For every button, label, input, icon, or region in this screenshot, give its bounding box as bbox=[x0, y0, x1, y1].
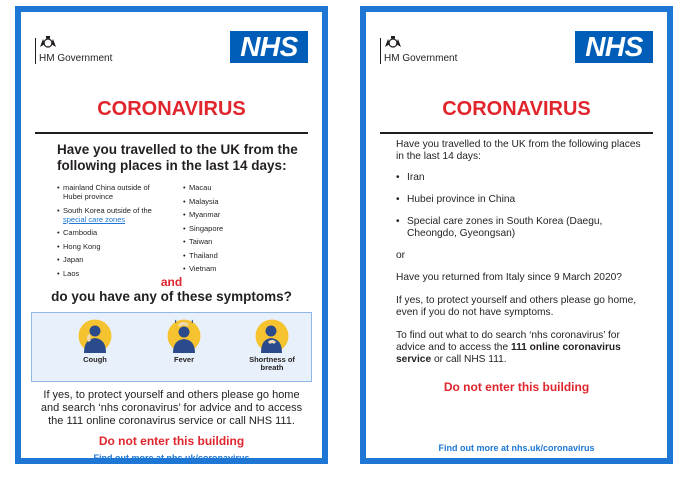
symptom-label: Cough bbox=[83, 355, 107, 364]
logo-rule bbox=[35, 38, 36, 64]
places-list bbox=[396, 172, 649, 240]
places-list-col-1 bbox=[57, 183, 162, 282]
or-connector: or bbox=[396, 250, 406, 261]
place-item: • Singapore bbox=[183, 224, 263, 233]
poster-body bbox=[396, 139, 649, 366]
warning-text: Do not enter this building bbox=[98, 434, 245, 448]
place-item: • Malaysia bbox=[183, 197, 263, 206]
title-divider bbox=[380, 132, 653, 134]
place-item: • Vietnam bbox=[183, 264, 263, 273]
advice-text: To find out what to do search ‘nhs coronavirus’ for advice and to access the 111 online coronavirus service or call NHS 111. bbox=[396, 330, 621, 365]
symptom-fever bbox=[149, 319, 219, 364]
special-care-zones-link[interactable]: special care zones bbox=[63, 214, 126, 224]
advice-text: If yes, to protect yourself and others please go home and search ‘nhs coronavirus’ for advice and to access the 111 online coronavirus service or call NHS 111. bbox=[40, 389, 303, 427]
and-connector: and bbox=[160, 275, 183, 289]
service-name: 111 online coronavirus service bbox=[396, 342, 621, 365]
place-item: • South Korea outside of the special care zones bbox=[57, 206, 162, 224]
travel-question: Have you travelled to the UK from the following places in the last 14 days: bbox=[396, 139, 641, 162]
place-item: • Iran bbox=[396, 172, 649, 184]
breathless-person-icon bbox=[255, 319, 289, 353]
places-list-col-2 bbox=[183, 183, 263, 278]
place-item: • Hubei province in China bbox=[396, 194, 649, 206]
find-out-more-link[interactable]: Find out more at nhs.uk/coronavirus bbox=[93, 453, 250, 463]
place-item: • Thailand bbox=[183, 251, 263, 260]
cough-person-icon bbox=[78, 319, 112, 353]
place-item: • Special care zones in South Korea (Daegu, Cheongdo, Gyeongsan) bbox=[396, 216, 649, 240]
italy-question: Have you returned from Italy since 9 March 2020? bbox=[396, 272, 622, 283]
travel-question: Have you travelled to the UK from the following places in the last 14 days: bbox=[57, 142, 298, 173]
symptom-label: Fever bbox=[173, 355, 194, 364]
place-item: • Macau bbox=[183, 183, 263, 192]
logo-rule bbox=[380, 38, 381, 64]
protect-text: If yes, to protect yourself and others please go home, even if you do not have symptoms. bbox=[396, 295, 637, 318]
government-name: HM Government bbox=[39, 53, 113, 64]
place-item: • Japan bbox=[57, 255, 162, 264]
nhs-logo: NHS bbox=[230, 31, 308, 63]
title-divider bbox=[35, 132, 308, 134]
poster-right bbox=[360, 6, 673, 464]
symptom-shortness-of-breath bbox=[237, 319, 307, 372]
poster-left bbox=[15, 6, 328, 464]
nhs-logo: NHS bbox=[575, 31, 653, 63]
place-item: • Laos bbox=[57, 269, 162, 278]
government-name: HM Government bbox=[384, 53, 458, 64]
symptoms-panel bbox=[31, 312, 312, 382]
place-item: • Cambodia bbox=[57, 228, 162, 237]
symptom-label: Shortness of breath bbox=[249, 355, 295, 372]
fever-person-icon bbox=[167, 319, 201, 353]
hm-government-logo bbox=[380, 36, 470, 68]
poster-title: CORONAVIRUS bbox=[442, 98, 591, 120]
royal-crest-icon bbox=[39, 36, 57, 50]
symptoms-question: do you have any of these symptoms? bbox=[51, 289, 292, 304]
hm-government-logo bbox=[35, 36, 125, 68]
royal-crest-icon bbox=[384, 36, 402, 50]
place-item: • Hong Kong bbox=[57, 242, 162, 251]
place-item: • Taiwan bbox=[183, 237, 263, 246]
place-item: • mainland China outside of Hubei province bbox=[57, 183, 162, 201]
find-out-more-link[interactable]: Find out more at nhs.uk/coronavirus bbox=[438, 443, 595, 453]
warning-text: Do not enter this building bbox=[443, 380, 590, 394]
place-item: • Myanmar bbox=[183, 210, 263, 219]
symptom-cough bbox=[60, 319, 130, 364]
poster-title: CORONAVIRUS bbox=[97, 98, 246, 120]
